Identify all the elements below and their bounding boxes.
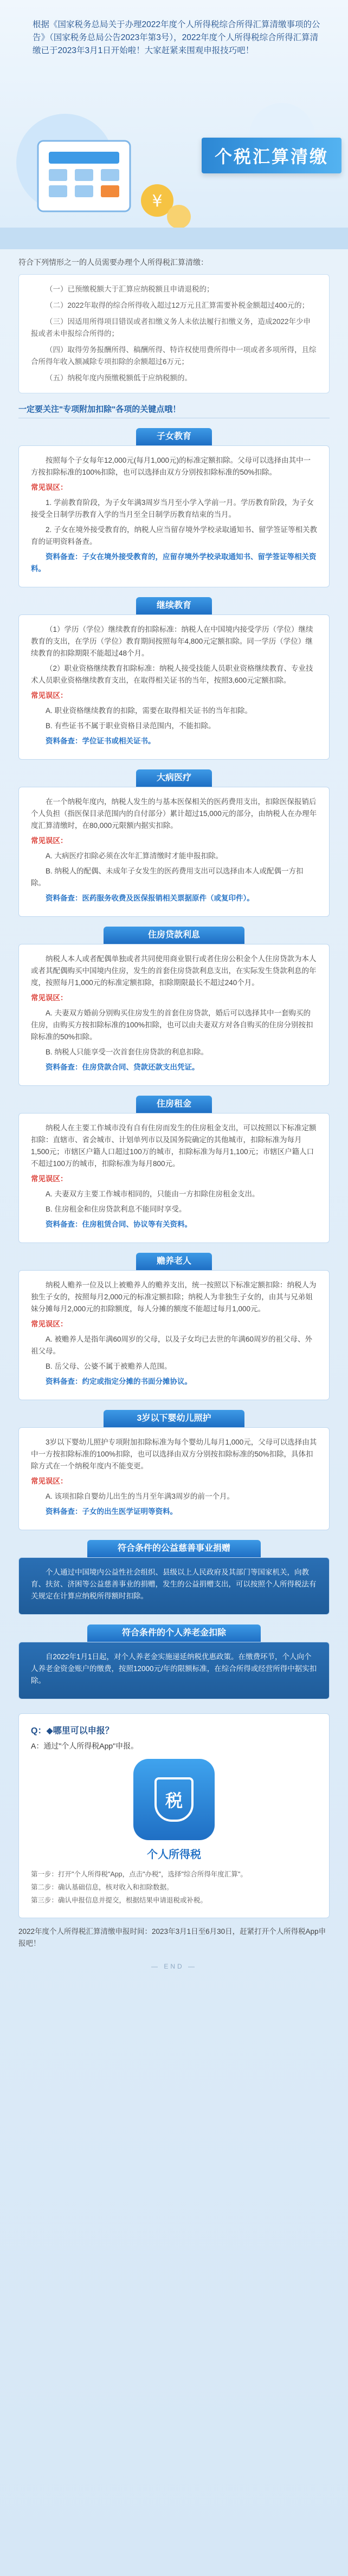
section-card (18, 1270, 330, 1400)
section-para: A. 大病医疗扣除必须在次年汇算清缴时才能申报扣除。 (46, 852, 223, 860)
section-tab: 3岁以下婴幼儿照护 (104, 1410, 244, 1427)
intro-item: （一）已预缴税额大于汇算应纳税额且申请退税的； (46, 285, 214, 293)
section-para: A. 夫妻双方主要工作城市相同的，只能由一方扣除住房租金支出。 (46, 1190, 260, 1198)
section-para: A. 夫妻双方婚前分别购买住房发生的首套住房贷款，婚后可以选择其中一套购买的住房，由购买方按扣除标准的100%扣除，也可以由夫妻双方对各自购买的住房分别按扣除标准的50%扣除。 (31, 1009, 313, 1041)
section-child-education (18, 428, 330, 587)
hero-illustration (0, 98, 348, 249)
qa-step: 第三步：确认申报信息并提交，根据结果申请退税或补税。 (31, 1897, 208, 1904)
header-intro: 根据《国家税务总局关于办理2022年度个人所得税综合所得汇算清缴事项的公告》（国家税务总局公告2023年第3号），2022年度个人所得税综合所得汇算清缴已于2023年3月1日开始啦！大家赶紧来围观申报技巧吧！ (33, 20, 320, 55)
section-para: A. 被赡养人是指年满60周岁的父母，以及子女均已去世的年满60周岁的祖父母、外祖父母。 (31, 1335, 313, 1355)
section-para: 常见误区： (31, 1175, 68, 1183)
section-card (18, 1557, 330, 1615)
section-para: 纳税人赡养一位及以上被赡养人的赡养支出，统一按照以下标准定额扣除：纳税人为独生子女的，按照每月2,000元的标准定额扣除；纳税人为非独生子女的，由其与兄弟姐妹分摊每月2,000元的扣除额度，每人分摊的额度不能超过每月1,000元。 (31, 1281, 317, 1313)
section-para: 纳税人在主要工作城市没有自有住房而发生的住房租金支出，可以按照以下标准定额扣除：直辖市、省会城市、计划单列市以及国务院确定的其他城市，扣除标准为每月1,500元；市辖区户籍人口超过100万的城市，扣除标准为每月1,100元；市辖区户籍人口不超过100万的城市，扣除标准为每月800元。 (31, 1124, 317, 1168)
section-continuing-education (18, 597, 330, 760)
qa-step: 第一步：打开"个人所得税"App，点击"办税"，选择"综合所得年度汇算"。 (31, 1870, 247, 1878)
section-card (18, 1427, 330, 1530)
section-para: 常见误区： (31, 994, 68, 1002)
intro-conditions-box (18, 274, 330, 393)
qa-question: Q：◆哪里可以申报？ (31, 1726, 114, 1736)
section-para: 在一个纳税年度内，纳税人发生的与基本医保相关的医药费用支出，扣除医保报销后个人负担（指医保目录范围内的自付部分）累计超过15,000元的部分，由纳税人在办理年度汇算清缴时，在80,000元限额内据实扣除。 (31, 798, 317, 830)
qa-answer: A：通过"个人所得税App"申报。 (31, 1742, 139, 1750)
section-para: 资料备查：子女在境外接受教育的，应留存境外学校录取通知书、留学签证等相关资料。 (31, 553, 317, 573)
section-para: B. 岳父母、公婆不属于被赡养人范围。 (46, 1362, 172, 1370)
section-tab: 住房租金 (136, 1096, 212, 1113)
shield-icon: 税 (154, 1777, 194, 1822)
qa-step: 第二步：确认基础信息，核对收入和扣除数据。 (31, 1884, 173, 1891)
section-elderly-support (18, 1253, 330, 1400)
section-tab: 继续教育 (136, 597, 212, 614)
intro-item: （五）纳税年度内预缴税额低于应纳税额的。 (46, 374, 192, 382)
section-para: 资料备查：学位证书或相关证书。 (46, 737, 156, 745)
section-para: 2. 子女在境外接受教育的，纳税人应当留存境外学校录取通知书、留学签证等相关教育的证明资料备查。 (31, 526, 318, 546)
app-name: 个人所得税 (147, 1849, 201, 1861)
section-para: A. 职业资格继续教育的扣除，需要在取得相关证书的当年扣除。 (46, 707, 253, 715)
qa-steps (31, 1869, 317, 1906)
section-para: 3岁以下婴幼儿照护专项附加扣除标准为每个婴幼儿每月1,000元，父母可以选择由其中一方按扣除标准的100%扣除，也可以选择由双方分别按扣除标准的50%扣除，具体扣除方式在一个纳税年度内不能变更。 (31, 1438, 317, 1470)
section-para: 资料备查：住房租赁合同、协议等有关资料。 (46, 1220, 192, 1228)
section-serious-illness (18, 769, 330, 917)
section-card (18, 787, 330, 917)
section-card (18, 1113, 330, 1243)
intro-lead: 符合下列情形之一的人员需要办理个人所得税汇算清缴： (18, 258, 208, 267)
section-para: 常见误区： (31, 691, 68, 700)
section-card (18, 1642, 330, 1699)
section-tab: 符合条件的个人养老金扣除 (87, 1624, 261, 1642)
deduction-note: 一定要关注"专项附加扣除"各项的关键点哦！ (18, 403, 330, 418)
section-para: 资料备查：约定或指定分摊的书面分摊协议。 (46, 1377, 192, 1386)
section-para: （2）职业资格继续教育扣除标准：纳税人接受技能人员职业资格继续教育、专业技术人员职业资格继续教育支出，在取得相关证书的当年，按照3,600元定额扣除。 (31, 664, 313, 684)
section-para: B. 纳税人只能享受一次首套住房贷款的利息扣除。 (46, 1048, 209, 1056)
svg-text:¥: ¥ (152, 192, 163, 211)
section-para: 常见误区： (31, 1320, 68, 1328)
section-tab: 住房贷款利息 (104, 927, 244, 944)
hero-title: 个税汇算清缴 (202, 138, 341, 173)
section-para: 资料备查：医药服务收费及医保报销相关票据原件（或复印件）。 (46, 894, 254, 902)
section-para: 纳税人本人或者配偶单独或者共同使用商业银行或者住房公积金个人住房贷款为本人或者其配偶购买中国境内住房，发生的首套住房贷款利息支出，在实际发生贷款利息的年度，按照每月1,000元的标准定额扣除，扣除期限最长不超过240个月。 (31, 955, 317, 987)
intro-item: （三）因适用所得项目错误或者扣缴义务人未依法履行扣缴义务，造成2022年少申报或者未申报综合所得的； (31, 318, 311, 338)
section-para: A. 该项扣除自婴幼儿出生的当月至年满3周岁的前一个月。 (46, 1492, 235, 1500)
section-charity-donation (18, 1540, 330, 1615)
section-housing-rent (18, 1096, 330, 1243)
intro-section (0, 249, 348, 393)
section-mortgage-interest (18, 927, 330, 1086)
section-para: 常见误区： (31, 483, 68, 491)
section-para: B. 住房租金和住房贷款利息不能同时享受。 (46, 1205, 186, 1213)
section-para: 常见误区： (31, 1477, 68, 1485)
section-para: B. 纳税人的配偶、未成年子女发生的医药费用支出可以选择由本人或配偶一方扣除。 (31, 867, 304, 887)
section-para: 自2022年1月1日起，对个人养老金实施递延纳税优惠政策。在缴费环节，个人向个人养老金资金账户的缴费，按照12000元/年的限额标准，在综合所得或经营所得中据实扣除。 (31, 1653, 317, 1685)
section-card (18, 944, 330, 1086)
section-tab: 符合条件的公益慈善事业捐赠 (87, 1540, 261, 1557)
section-para: 1. 学前教育阶段，为子女年满3周岁当月至小学入学前一月。学历教育阶段，为子女接受全日制学历教育入学的当月至全日制学历教育结束的当月。 (31, 499, 314, 519)
intro-item: （四）取得劳务报酬所得、稿酬所得、特许权使用费所得中一项或者多项所得，且综合所得年收入额减除专项扣除的余额超过6万元； (31, 346, 317, 366)
section-tab: 赡养老人 (136, 1253, 212, 1270)
section-infant-care (18, 1410, 330, 1530)
qa-section (18, 1713, 330, 1918)
section-para: 资料备查：住房贷款合同、贷款还款支出凭证。 (46, 1063, 199, 1071)
closing-text: 2022年度个人所得税汇算清缴申报时间：2023年3月1日至6月30日，赶紧打开个人所得税App申报吧！ (18, 1927, 326, 1947)
section-para: B. 有些证书不属于职业资格目录范围内，不能扣除。 (46, 722, 216, 730)
section-para: 个人通过中国境内公益性社会组织、县级以上人民政府及其部门等国家机关，向教育、扶贫、济困等公益慈善事业的捐赠，发生的公益捐赠支出，可以按照个人所得税法有关规定在计算应纳税所得额时扣除。 (31, 1568, 317, 1600)
header-banner (0, 0, 348, 249)
section-tab: 子女教育 (136, 428, 212, 445)
section-para: 资料备查：子女的出生医学证明等资料。 (46, 1507, 177, 1516)
section-personal-pension (18, 1624, 330, 1699)
footer-end: — END — (151, 1963, 197, 1970)
section-para: 按照每个子女每年12,000元(每月1,000元)的标准定额扣除。父母可以选择由其中一方按扣除标准的100%扣除，也可以选择由双方分别按扣除标准的50%扣除。 (31, 456, 311, 476)
section-card (18, 614, 330, 760)
section-para: 常见误区： (31, 837, 68, 845)
tax-app-icon[interactable] (133, 1759, 215, 1840)
section-card (18, 445, 330, 587)
section-para: （1）学历（学位）继续教育的扣除标准：纳税人在中国境内接受学历（学位）继续教育的支出，在学历（学位）教育期间按照每年4,800元定额扣除。同一学历（学位）继续教育的扣除期限不能超过48个月。 (31, 625, 313, 657)
intro-item: （二）2022年取得的综合所得收入超过12万元且汇算需要补税金额超过400元的； (46, 301, 310, 309)
section-tab: 大病医疗 (136, 769, 212, 787)
